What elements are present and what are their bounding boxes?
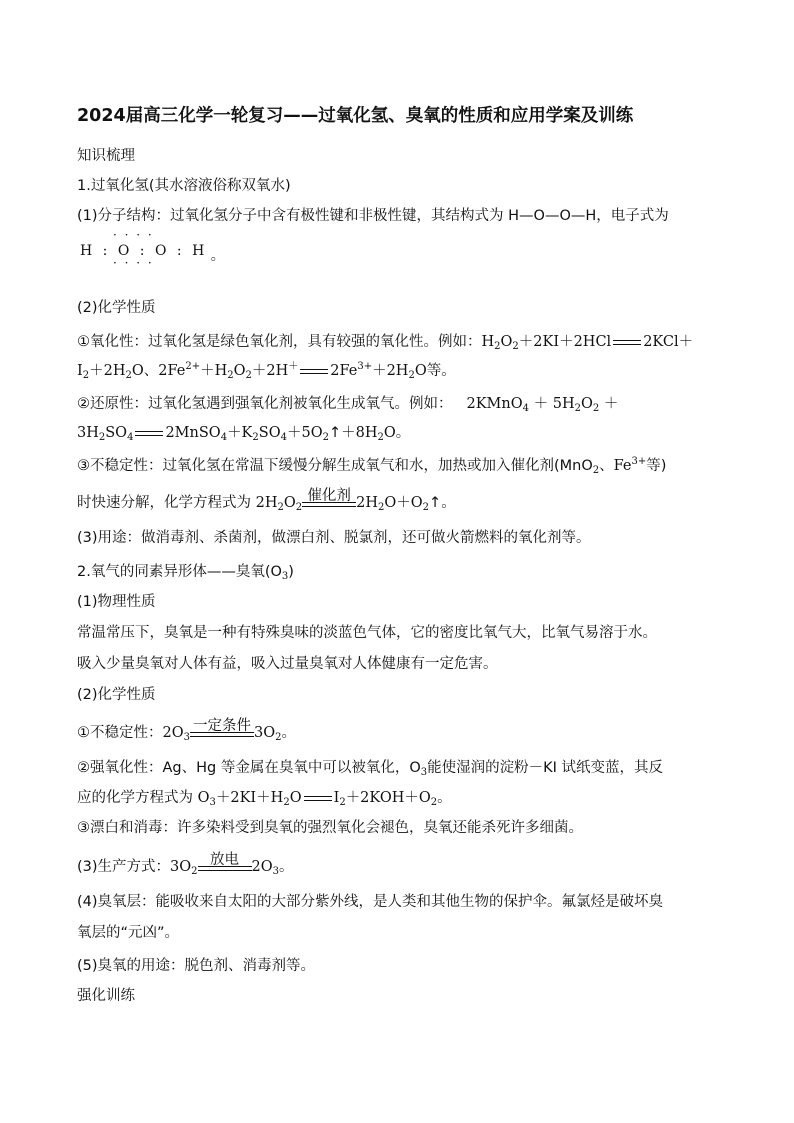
- lewis-h: H: [80, 243, 93, 259]
- ozone-instability-line: ①不稳定性：$2O_3$ 一定条件 $3O_2$。: [77, 718, 296, 743]
- physical-properties-text-1: 常温常压下，臭氧是一种有特殊臭味的淡蓝色气体，它的密度比氧气大，比氧气易溶于水。: [77, 625, 657, 641]
- oxidation-line-2: $I_2+2H_2O$、$2Fe^{2+}+H_2O_2+2H^+$ $2Fe^{3+}+2H_2O$等。: [77, 361, 456, 381]
- strong-oxidation-line-2: 应的化学方程式为 $O_3+2KI+H_2O$ $I_2+2KOH+O_2$。: [77, 790, 452, 808]
- lewis-sep: :: [102, 243, 108, 259]
- heading-hydrogen-peroxide: 1.过氧化氢(其水溶液俗称双氧水): [77, 178, 291, 194]
- uses-line: (3)用途：做消毒剂、杀菌剂，做漂白剂、脱氯剂，还可做火箭燃料的氧化剂等。: [77, 530, 591, 546]
- lewis-dots-bottom: · · · ·: [113, 256, 154, 270]
- condition-arrow: 放电: [198, 852, 252, 877]
- instability-line-1: ③不稳定性：过氧化氢在常温下缓慢分解生成氧气和水，加热或加入催化剂(MnO$_2$、$Fe^{3+}$等): [77, 456, 667, 476]
- lewis-o: O: [154, 243, 167, 259]
- lewis-sep: :: [176, 243, 182, 259]
- lewis-h: H: [192, 243, 205, 259]
- page-title: 2024届高三化学一轮复习——过氧化氢、臭氧的性质和应用学案及训练: [77, 106, 634, 126]
- production-line: (3)生产方式：$3O_2$ 放电 $2O_3$。: [77, 852, 294, 877]
- lewis-period: 。: [210, 248, 225, 264]
- chemical-properties-heading: (2)化学性质: [77, 300, 156, 316]
- heading-ozone: 2.氧气的同素异形体——臭氧$(O_3)$: [77, 564, 294, 582]
- ozone-layer-line-2: 氧层的“元凶”。: [77, 925, 180, 941]
- instability-line-2: 时快速分解，化学方程式为 $2H_2O_2$ 催化剂 $2H_2O+O_2↑$。: [77, 488, 456, 513]
- ozone-layer-line-1: (4)臭氧层：能吸收来自太阳的大部分紫外线，是人类和其他生物的保护伞。氟氯烃是破坏臭: [77, 894, 664, 910]
- lewis-dots-top: · · · ·: [113, 228, 154, 242]
- physical-properties-heading: (1)物理性质: [77, 594, 156, 610]
- molecular-structure-text: (1)分子结构：过氧化氢分子中含有极性键和非极性键，其结构式为 H—O—O—H，电子式为: [77, 208, 669, 224]
- condition-arrow: 一定条件: [190, 718, 254, 743]
- lewis-o: O: [117, 243, 130, 259]
- section-knowledge: 知识梳理: [77, 148, 135, 164]
- reduction-line-2: $3H_2SO_4$ $2MnSO_4+K_2SO_4+5O_2↑+8H_2O$。: [77, 425, 411, 443]
- lewis-sep: :: [139, 243, 145, 259]
- condition-arrow: 催化剂: [302, 488, 356, 513]
- oxidation-line-1: ①氧化性：过氧化氢是绿色氧化剂，具有较强的氧化性。例如：$H_2O_2+2KI+2HCl$ 2KCl＋: [77, 334, 694, 352]
- ozone-uses-line: (5)臭氧的用途：脱色剂、消毒剂等。: [77, 958, 316, 974]
- ozone-chemical-heading: (2)化学性质: [77, 687, 156, 703]
- physical-properties-text-2: 吸入少量臭氧对人体有益，吸入过量臭氧对人体健康有一定危害。: [77, 656, 498, 672]
- bleach-line: ③漂白和消毒：许多染料受到臭氧的强烈氧化会褪色，臭氧还能杀死许多细菌。: [77, 820, 583, 836]
- reduction-line-1: ②还原性：过氧化氢遇到强氧化剂被氧化生成氧气。例如： 2KMnO$_4$ ＋ $5H_2O_2$ ＋: [77, 396, 619, 414]
- strong-oxidation-line-1: ②强氧化性：Ag、Hg 等金属在臭氧中可以被氧化，$O_3$能使湿润的淀粉－KI 试纸变蓝，其反: [77, 760, 664, 778]
- section-training: 强化训练: [77, 988, 135, 1004]
- electron-formula: [80, 228, 225, 270]
